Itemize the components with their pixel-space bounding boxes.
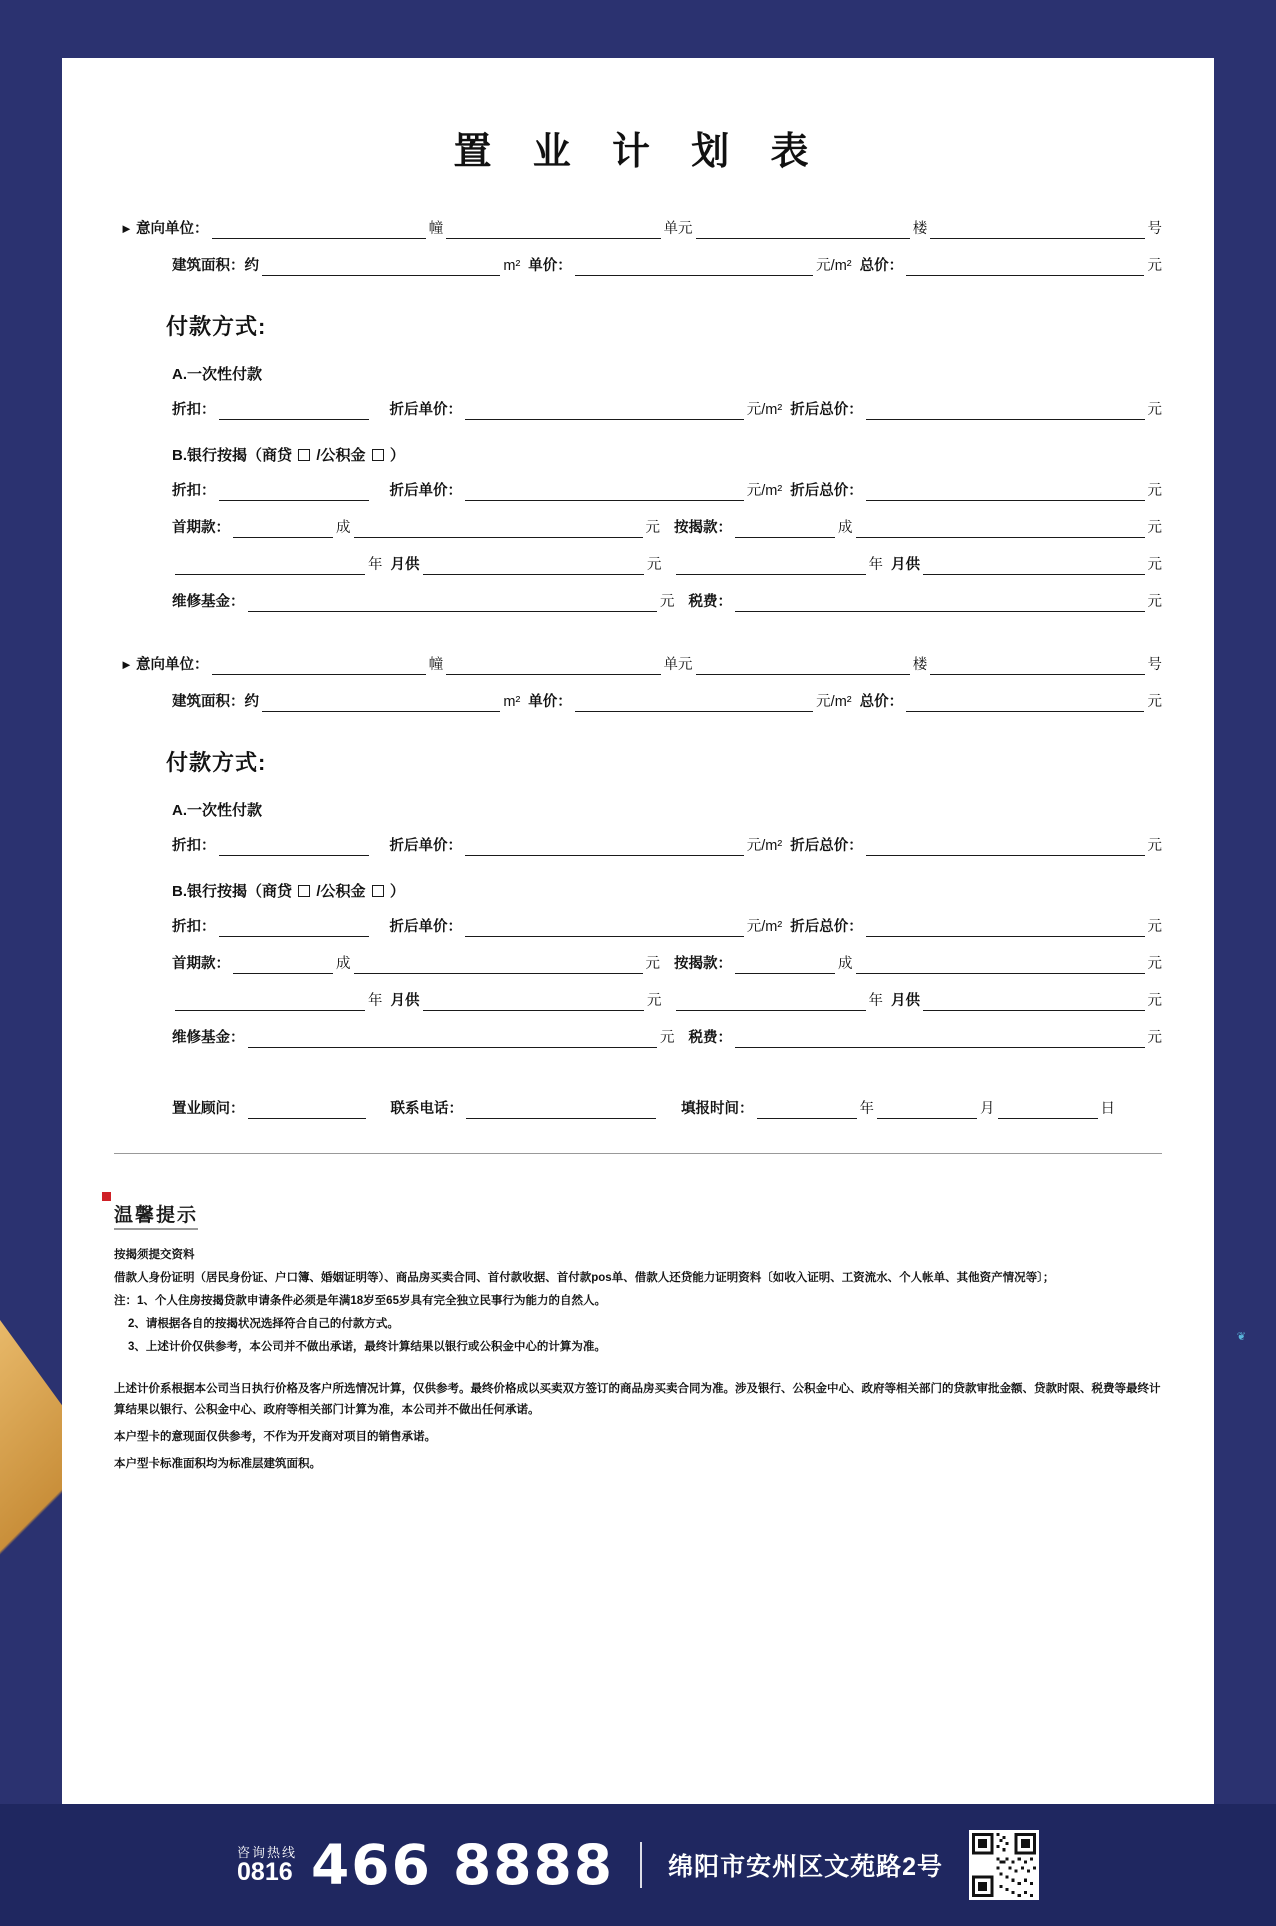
mortgage-label: 按揭款： bbox=[674, 520, 732, 536]
down-payment-yuan-2: 元 bbox=[645, 956, 660, 972]
maintenance-tax-row bbox=[114, 592, 1162, 612]
year-label-1: 年 bbox=[368, 557, 383, 573]
unit-price-label-2: 单价： bbox=[528, 694, 572, 710]
total-price-unit: 元 bbox=[1147, 258, 1162, 274]
discount-input[interactable] bbox=[219, 405, 369, 420]
intent-unit-label-2: 意向单位： bbox=[136, 657, 209, 673]
area-code: 0816 bbox=[237, 1858, 293, 1886]
disc-unit-price-label-b-2: 折后单价： bbox=[389, 919, 462, 935]
monthly-label-3: 月供 bbox=[390, 993, 420, 1009]
area-label: 建筑面积：约 bbox=[172, 258, 259, 274]
disc-unit-price-unit-b-2: 元/m² bbox=[746, 919, 783, 935]
suffix-floor-2: 楼 bbox=[912, 657, 928, 673]
year-label-3: 年 bbox=[368, 993, 383, 1009]
date-day-input[interactable] bbox=[998, 1104, 1098, 1119]
disc-total-label: 折后总价： bbox=[790, 402, 863, 418]
qr-code bbox=[969, 1830, 1039, 1900]
checkbox-commercial-loan[interactable] bbox=[298, 449, 310, 461]
monthly-amount-input-2[interactable] bbox=[923, 560, 1145, 575]
suffix-unit: 单元 bbox=[663, 221, 693, 237]
intent-unit-row bbox=[114, 219, 1162, 239]
unit-price-input[interactable] bbox=[575, 261, 813, 276]
notice-subtitle: 按揭须提交资料 bbox=[114, 1249, 195, 1261]
notice-line1: 借款人身份证明（居民身份证、户口簿、婚姻证明等）、商品房买卖合同、首付款收据、首付款pos单、借款人还贷能力证明资料〔如收入证明、工资流水、个人帐单、其他资产情况等〕； bbox=[114, 1272, 1055, 1284]
notice-paragraph-3: 本户型卡标准面积均为标准层建筑面积。 bbox=[114, 1458, 321, 1470]
unit-input[interactable] bbox=[696, 224, 910, 239]
maintenance-tax-row-2 bbox=[114, 1028, 1162, 1048]
notice-body bbox=[114, 1245, 1162, 1357]
disc-total-input[interactable] bbox=[866, 405, 1145, 420]
triangle-bullet-icon-2: ► bbox=[120, 657, 133, 672]
option-a-discount-row-2 bbox=[114, 836, 1162, 856]
area-input-2[interactable] bbox=[262, 697, 500, 712]
section-divider bbox=[114, 1153, 1162, 1154]
disc-unit-price-input-2[interactable] bbox=[465, 841, 744, 856]
decorative-mark: ❦ bbox=[1236, 1331, 1246, 1343]
down-payment-ratio-input-2[interactable] bbox=[233, 959, 333, 974]
intent-unit-input[interactable] bbox=[212, 224, 426, 239]
unit-price-input-2[interactable] bbox=[575, 697, 813, 712]
monthly-amount-input-3[interactable] bbox=[423, 996, 645, 1011]
checkbox-commercial-loan-2[interactable] bbox=[298, 885, 310, 897]
building-input[interactable] bbox=[446, 224, 660, 239]
suffix-number-2: 号 bbox=[1147, 657, 1162, 673]
monthly-label-4: 月供 bbox=[891, 993, 920, 1009]
monthly-yuan-4: 元 bbox=[1147, 993, 1162, 1009]
monthly-label-2: 月供 bbox=[891, 557, 920, 573]
hotline-label: 咨询热线 bbox=[237, 1845, 298, 1860]
disc-total-input-b[interactable] bbox=[866, 486, 1145, 501]
intent-unit-row-2 bbox=[114, 655, 1162, 675]
disc-unit-price-unit-b: 元/m² bbox=[746, 483, 783, 499]
total-price-label-2: 总价： bbox=[859, 694, 904, 710]
down-payment-cheng: 成 bbox=[336, 520, 351, 536]
down-payment-row bbox=[114, 518, 1162, 538]
footer-bar bbox=[0, 1804, 1276, 1926]
intent-unit-input-2[interactable] bbox=[212, 660, 426, 675]
discount-input-2[interactable] bbox=[219, 841, 369, 856]
loan-years-input-4[interactable] bbox=[676, 996, 866, 1011]
down-payment-row-2 bbox=[114, 954, 1162, 974]
monthly-payment-row bbox=[114, 555, 1162, 575]
unit-block-2 bbox=[114, 655, 1162, 1048]
monthly-yuan-1: 元 bbox=[647, 557, 662, 573]
disc-unit-price-label-2: 折后单价： bbox=[389, 838, 462, 854]
date-day-unit: 日 bbox=[1100, 1101, 1115, 1117]
date-label: 填报时间： bbox=[681, 1101, 754, 1117]
down-payment-label: 首期款： bbox=[172, 520, 230, 536]
option-a-label-2: A.一次性付款 bbox=[172, 802, 263, 819]
discount-label: 折扣： bbox=[172, 402, 216, 418]
notice-title-wrap bbox=[114, 1200, 198, 1227]
tax-yuan: 元 bbox=[1147, 594, 1162, 610]
unit-input-2[interactable] bbox=[696, 660, 910, 675]
consultant-label: 置业顾问： bbox=[172, 1101, 245, 1117]
phone-input[interactable] bbox=[466, 1104, 656, 1119]
area-price-row bbox=[114, 256, 1162, 276]
monthly-yuan-2: 元 bbox=[1147, 557, 1162, 573]
tax-input-2[interactable] bbox=[735, 1033, 1145, 1048]
notice-paragraph-2: 本户型卡的意现面仅供参考，不作为开发商对项目的销售承诺。 bbox=[114, 1431, 436, 1443]
payment-method-heading-2: 付款方式: bbox=[166, 750, 267, 775]
monthly-label-1: 月供 bbox=[390, 557, 420, 573]
disc-unit-price-unit: 元/m² bbox=[746, 402, 783, 418]
discount-input-b-2[interactable] bbox=[219, 922, 369, 937]
area-input[interactable] bbox=[262, 261, 500, 276]
down-payment-amount-input-2[interactable] bbox=[354, 959, 643, 974]
phone-label: 联系电话： bbox=[390, 1101, 463, 1117]
notice-paragraph-1: 上述计价系根据本公司当日执行价格及客户所选情况计算，仅供参考。最终价格成以买卖双方签订的商品房买卖合同为准。涉及银行、公积金中心、政府等相关部门的贷款审批金额、贷款时限、税费等最终计算结果以银行、公积金中心、政府等相关部门计算为准，本公司并不做出任何承诺。 bbox=[114, 1383, 1161, 1416]
area-unit-2: m² bbox=[503, 694, 521, 710]
discount-label-2: 折扣： bbox=[172, 838, 216, 854]
disc-unit-price-unit-2: 元/m² bbox=[746, 838, 783, 854]
suffix-unit-2: 单元 bbox=[663, 657, 693, 673]
triangle-bullet-icon: ► bbox=[120, 221, 133, 236]
date-year-input[interactable] bbox=[757, 1104, 857, 1119]
loan-years-input-3[interactable] bbox=[175, 996, 365, 1011]
year-label-4: 年 bbox=[868, 993, 883, 1009]
disc-total-input-2[interactable] bbox=[866, 841, 1145, 856]
tax-yuan-2: 元 bbox=[1147, 1030, 1162, 1046]
option-b-discount-row bbox=[114, 481, 1162, 501]
checkbox-provident-fund-2[interactable] bbox=[372, 885, 384, 897]
area-label-2: 建筑面积：约 bbox=[172, 694, 259, 710]
disc-total-input-b-2[interactable] bbox=[866, 922, 1145, 937]
mortgage-label-2: 按揭款： bbox=[674, 956, 732, 972]
option-b-label-2: B.银行按揭（商贷 /公积金 ） bbox=[172, 883, 405, 900]
notice-section bbox=[62, 1200, 1214, 1475]
footer-divider bbox=[640, 1842, 642, 1888]
disc-unit-price-label-b: 折后单价： bbox=[389, 483, 462, 499]
notice-paragraphs bbox=[114, 1379, 1162, 1475]
consultant-input[interactable] bbox=[248, 1104, 366, 1119]
total-price-label: 总价： bbox=[859, 258, 904, 274]
maintenance-yuan-2: 元 bbox=[660, 1030, 675, 1046]
floor-input-2[interactable] bbox=[930, 660, 1144, 675]
monthly-amount-input-1[interactable] bbox=[423, 560, 645, 575]
option-a-label-1: A.一次性付款 bbox=[172, 366, 263, 383]
area-unit: m² bbox=[503, 258, 521, 274]
disc-total-unit-b-2: 元 bbox=[1147, 919, 1162, 935]
unit-price-unit-2: 元/m² bbox=[816, 694, 852, 710]
maintenance-label: 维修基金： bbox=[172, 594, 245, 610]
down-payment-ratio-input[interactable] bbox=[233, 523, 333, 538]
option-a-discount-row bbox=[114, 400, 1162, 420]
discount-input-b[interactable] bbox=[219, 486, 369, 501]
tax-input[interactable] bbox=[735, 597, 1145, 612]
suffix-floor: 楼 bbox=[912, 221, 928, 237]
monthly-amount-input-4[interactable] bbox=[923, 996, 1145, 1011]
mortgage-amount-input-2[interactable] bbox=[856, 959, 1145, 974]
floor-input[interactable] bbox=[930, 224, 1144, 239]
checkbox-provident-fund[interactable] bbox=[372, 449, 384, 461]
loan-years-input-1[interactable] bbox=[175, 560, 365, 575]
option-b-label-1: B.银行按揭（商贷 /公积金 ） bbox=[172, 447, 405, 464]
date-month-input[interactable] bbox=[877, 1104, 977, 1119]
signature-row bbox=[114, 1099, 1162, 1119]
mortgage-cheng-2: 成 bbox=[838, 956, 853, 972]
total-price-input-2[interactable] bbox=[906, 697, 1144, 712]
date-year-unit: 年 bbox=[859, 1101, 874, 1117]
disc-unit-price-input-b-2[interactable] bbox=[465, 922, 744, 937]
down-payment-cheng-2: 成 bbox=[336, 956, 351, 972]
payment-method-heading-1: 付款方式: bbox=[166, 314, 267, 339]
area-price-row-2 bbox=[114, 692, 1162, 712]
building-input-2[interactable] bbox=[446, 660, 660, 675]
mortgage-yuan: 元 bbox=[1147, 520, 1162, 536]
tax-label-2: 税费： bbox=[688, 1030, 732, 1046]
suffix-number: 号 bbox=[1147, 221, 1162, 237]
loan-years-input-2[interactable] bbox=[676, 560, 866, 575]
down-payment-amount-input[interactable] bbox=[354, 523, 643, 538]
monthly-yuan-3: 元 bbox=[647, 993, 662, 1009]
disc-total-unit-b: 元 bbox=[1147, 483, 1162, 499]
page-title: 置 业 计 划 表 bbox=[453, 129, 823, 173]
notice-item-3: 3、上述计价仅供参考，本公司并不做出承诺，最终计算结果以银行或公积金中心的计算为准。 bbox=[128, 1341, 606, 1353]
mortgage-cheng: 成 bbox=[838, 520, 853, 536]
maintenance-input[interactable] bbox=[248, 597, 658, 612]
disc-total-label-b: 折后总价： bbox=[790, 483, 863, 499]
monthly-payment-row-2 bbox=[114, 991, 1162, 1011]
option-b-discount-row-2 bbox=[114, 917, 1162, 937]
disc-total-unit: 元 bbox=[1147, 402, 1162, 418]
form-content bbox=[62, 219, 1214, 1119]
disc-total-unit-2: 元 bbox=[1147, 838, 1162, 854]
address-text: 绵阳市安州区文苑路2号 bbox=[668, 1853, 943, 1881]
disc-total-label-b-2: 折后总价： bbox=[790, 919, 863, 935]
suffix-building: 幢 bbox=[428, 221, 444, 237]
date-month-unit: 月 bbox=[980, 1101, 995, 1117]
down-payment-yuan: 元 bbox=[645, 520, 660, 536]
down-payment-label-2: 首期款： bbox=[172, 956, 230, 972]
discount-label-b: 折扣： bbox=[172, 483, 216, 499]
intent-unit-label: 意向单位： bbox=[136, 221, 209, 237]
suffix-building-2: 幢 bbox=[428, 657, 444, 673]
disc-unit-price-input[interactable] bbox=[465, 405, 744, 420]
document-page bbox=[62, 58, 1214, 1804]
disc-total-label-2: 折后总价： bbox=[790, 838, 863, 854]
mortgage-amount-input[interactable] bbox=[856, 523, 1145, 538]
maintenance-input-2[interactable] bbox=[248, 1033, 658, 1048]
total-price-input[interactable] bbox=[906, 261, 1144, 276]
discount-label-b-2: 折扣： bbox=[172, 919, 216, 935]
unit-price-unit: 元/m² bbox=[816, 258, 852, 274]
notice-item-1: 注：1、个人住房按揭贷款申请条件必须是年满18岁至65岁具有完全独立民事行为能力的自然人。 bbox=[114, 1295, 606, 1307]
total-price-unit-2: 元 bbox=[1147, 694, 1162, 710]
maintenance-yuan: 元 bbox=[660, 594, 675, 610]
notice-title: 温馨提示 bbox=[114, 1205, 198, 1230]
mortgage-ratio-input-2[interactable] bbox=[735, 959, 835, 974]
phone-number: 466 8888 bbox=[311, 1832, 615, 1897]
hotline-block bbox=[237, 1846, 297, 1884]
unit-block-1 bbox=[114, 219, 1162, 612]
maintenance-label-2: 维修基金： bbox=[172, 1030, 245, 1046]
disc-unit-price-input-b[interactable] bbox=[465, 486, 744, 501]
mortgage-yuan-2: 元 bbox=[1147, 956, 1162, 972]
year-label-2: 年 bbox=[868, 557, 883, 573]
disc-unit-price-label: 折后单价： bbox=[389, 402, 462, 418]
notice-item-2: 2、请根据各自的按揭状况选择符合自己的付款方式。 bbox=[128, 1318, 399, 1330]
unit-price-label: 单价： bbox=[528, 258, 572, 274]
mortgage-ratio-input[interactable] bbox=[735, 523, 835, 538]
tax-label: 税费： bbox=[688, 594, 732, 610]
red-square-icon bbox=[102, 1192, 111, 1201]
